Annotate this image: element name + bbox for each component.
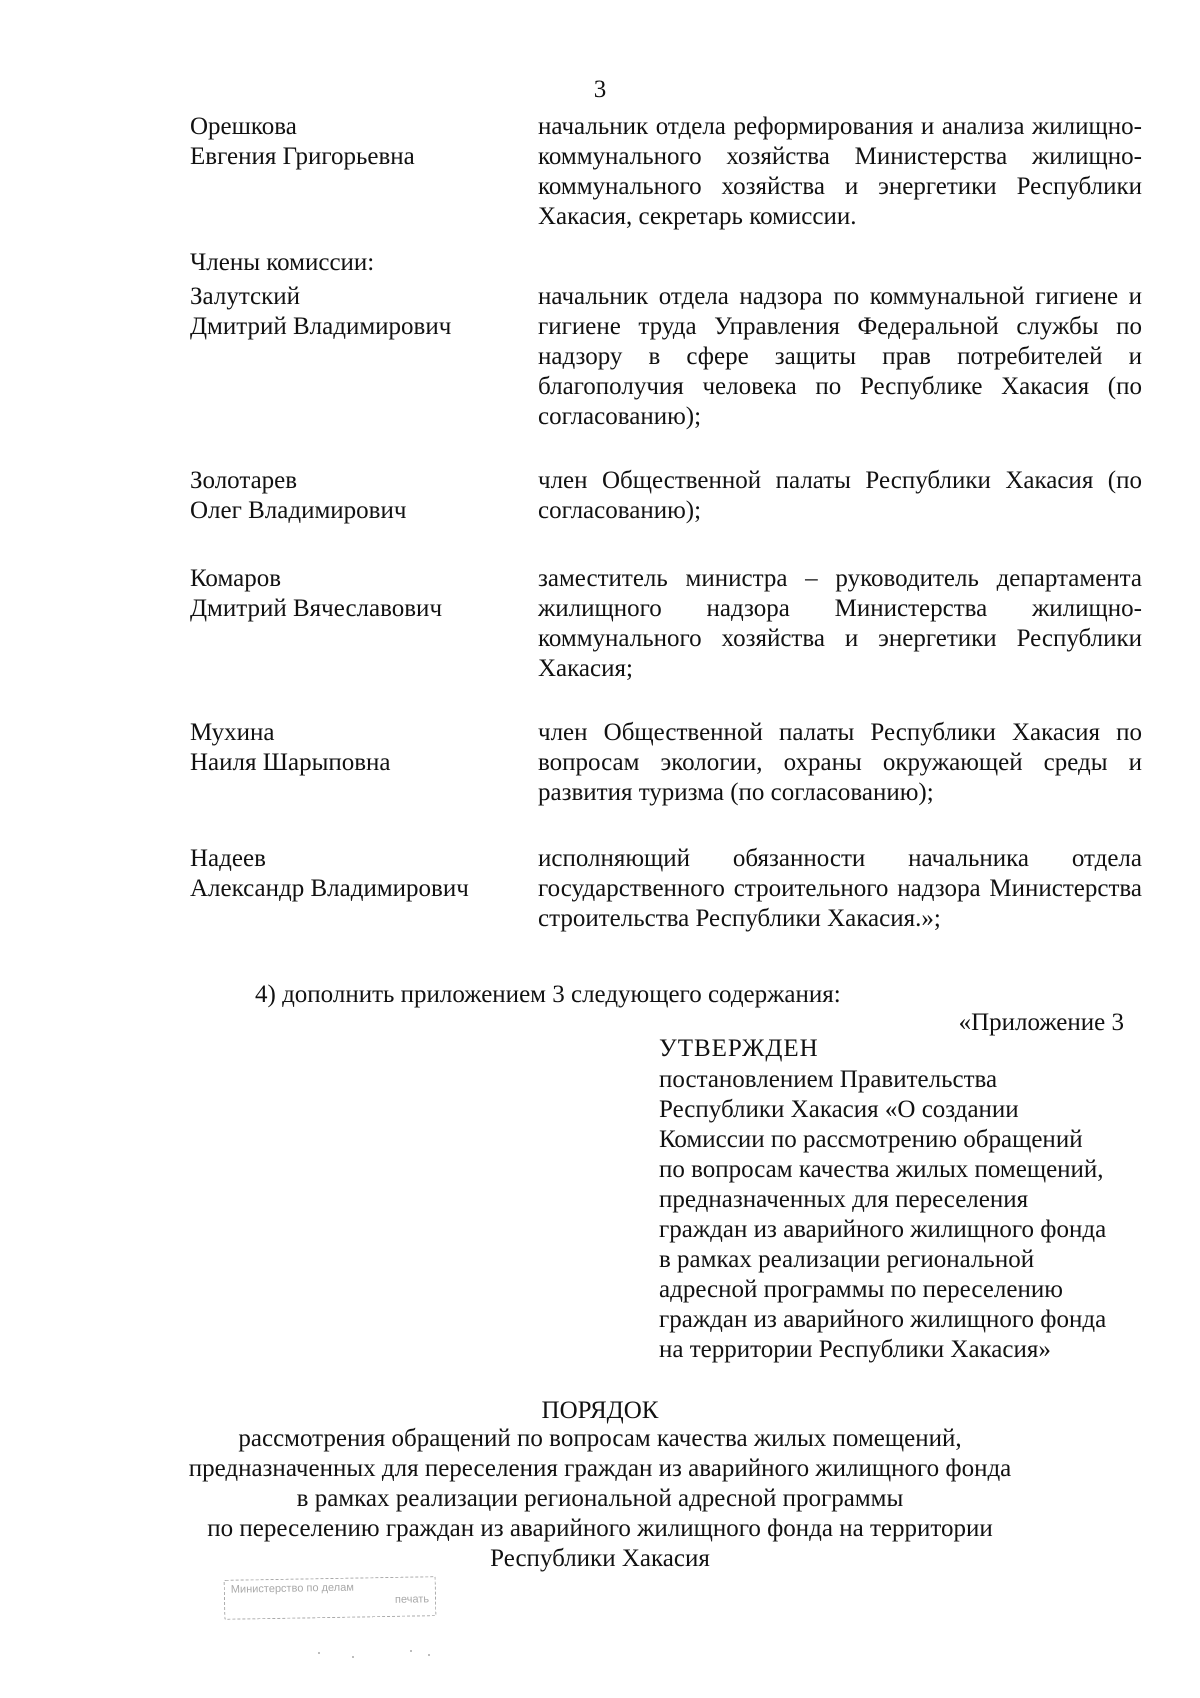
scan-speck [352,1656,354,1658]
registration-stamp [224,1576,437,1620]
scan-speck [410,1650,412,1652]
page-number: 3 [593,76,607,103]
member-given-names: Дмитрий Вячеславович [190,595,443,622]
approval-title: УТВЕРЖДЕН [659,1035,819,1062]
members-label: Члены комиссии: [190,249,375,276]
member-surname: Надеев [190,845,266,872]
member-given-names: Дмитрий Владимирович [190,313,452,340]
member-name [190,112,490,172]
member-given-names: Наиля Шарыповна [190,749,391,776]
stamp-line: печать [394,1593,430,1606]
member-role: член Общественной палаты Республики Хакасия (по согласованию); [538,467,1142,524]
member-name [190,564,490,624]
member-given-names: Олег Владимирович [190,497,407,524]
procedure-title: ПОРЯДОК [541,1397,659,1424]
member-role: начальник отдела реформирования и анализа жилищно-коммунального хозяйства Министерства жилищно-коммунального хозяйства и энергетики Республики Хакасия, секретарь комиссии. [538,113,1142,230]
member-given-names: Александр Владимирович [190,875,469,902]
member-given-names: Евгения Григорьевна [190,143,415,170]
scan-speck [428,1654,430,1656]
member-surname: Залутский [190,283,301,310]
member-surname: Золотарев [190,467,298,494]
amendment-item-4: 4) дополнить приложением 3 следующего содержания: [255,981,841,1008]
member-surname: Комаров [190,565,282,592]
member-role: начальник отдела надзора по коммунальной гигиене и гигиене труда Управления Федеральной службы по надзору в сфере защиты прав потребителей и благополучия человека по Республике Хакасия (по согласованию); [538,283,1142,430]
approval-text: постановлением Правительства Республики Хакасия «О создании Комиссии по рассмотрению обращений по вопросам качества жилых помещений, предназначенных для переселения граждан из аварийного жилищного фонда в рамках реализации региональной адресной программы по переселению граждан из аварийного жилищного фонда на территории Республики Хакасия» [659,1066,1107,1363]
appendix-reference: «Приложение 3 [958,1009,1124,1036]
member-name [190,282,490,342]
member-name [190,718,490,778]
stamp-line: Министерство по делам [230,1581,354,1596]
member-role: заместитель министра – руководитель департамента жилищного надзора Министерства жилищно-коммунального хозяйства и энергетики Республики Хакасия; [538,565,1142,682]
member-role: член Общественной палаты Республики Хакасия по вопросам экологии, охраны окружающей среды и развития туризма (по согласованию); [538,719,1142,806]
approval-block [659,1034,1159,1365]
member-name [190,466,490,526]
member-name [190,844,490,904]
member-surname: Орешкова [190,113,297,140]
procedure-subtitle: рассмотрения обращений по вопросам качества жилых помещений, предназначенных для переселения граждан из аварийного жилищного фонда в рамках реализации региональной адресной программы по переселению граждан из аварийного жилищного фонда на территории Республики Хакасия [188,1425,1012,1572]
member-role: исполняющий обязанности начальника отдела государственного строительного надзора Министерства строительства Республики Хакасия.»; [538,845,1142,932]
member-surname: Мухина [190,719,275,746]
scan-speck [318,1652,320,1654]
